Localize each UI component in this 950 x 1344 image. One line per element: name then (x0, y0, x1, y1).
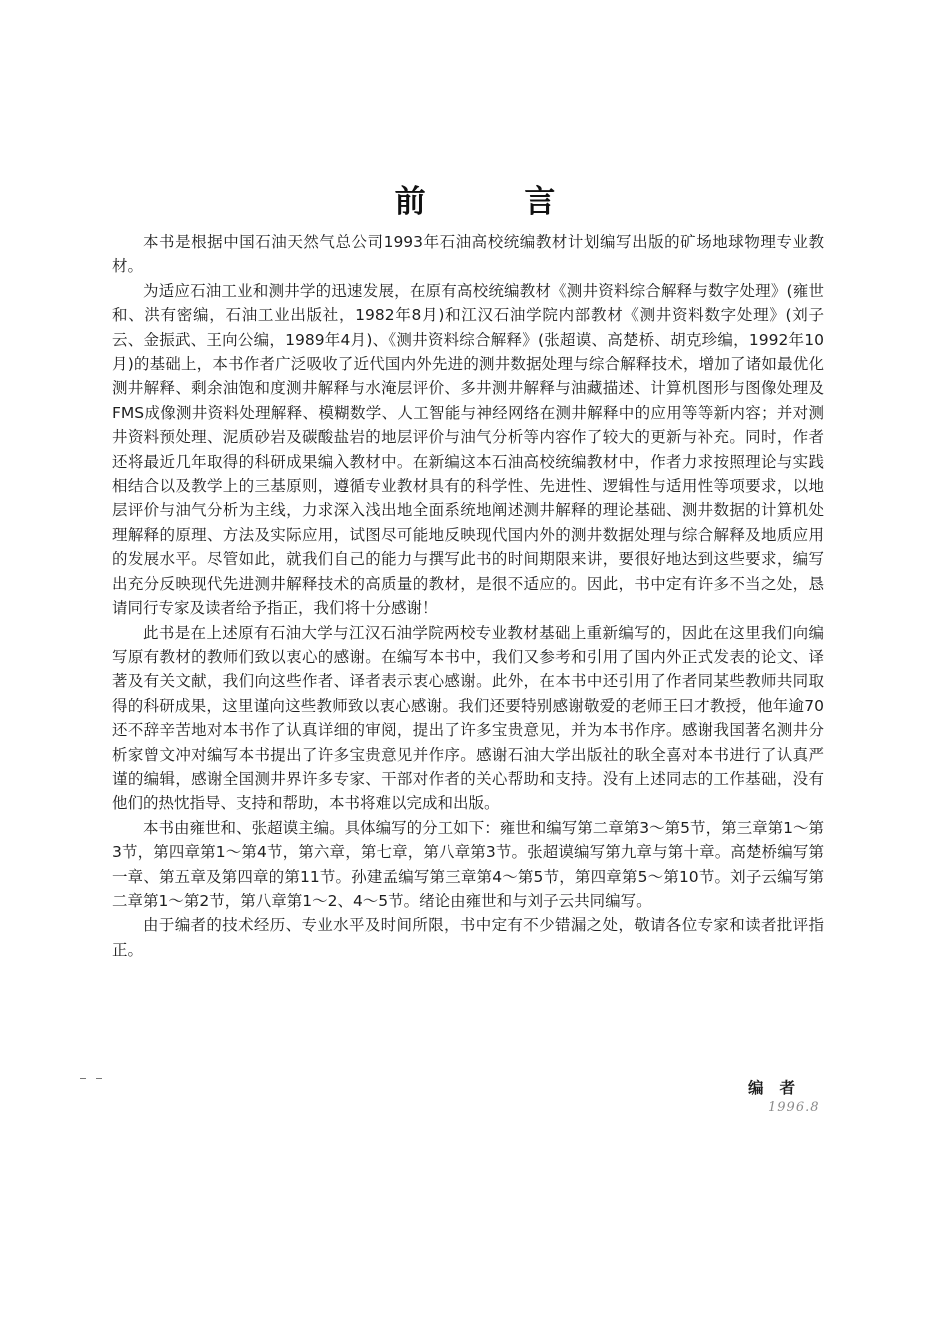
scan-mark (80, 1078, 86, 1079)
paragraph-4: 本书由雍世和、张超谟主编。具体编写的分工如下：雍世和编写第二章第3～第5节，第三章第1～第3节，第四章第1～第4节，第六章，第七章，第八章第3节。张超谟编写第九章与第十章。高楚桥编写第一章、第五章及第四章的第11节。孙建孟编写第三章第4～第5节，第四章第5～第10节。刘子云编写第二章第1～第2节，第八章第1～2、4～5节。绪论由雍世和与刘子云共同编写。 (112, 818, 824, 910)
author-signature: 编者 (748, 1079, 812, 1097)
page-title: 前 言 (394, 184, 600, 220)
paragraph-2: 为适应石油工业和测井学的迅速发展，在原有高校统编教材《测井资料综合解释与数字处理》(雍世和、洪有密编，石油工业出版社，1982年8月)和江汉石油学院内部教材《测井资料数字处理》(刘子云、金振武、王向公编，1989年4月)、《测井资料综合解释》(张超谟、高楚桥、胡克珍编，1992年10月)的基础上，本书作者广泛吸收了近代国内外先进的测井数据处理与综合解释技术，增加了诸如最优化测井解释、剩余油饱和度测井解释与水淹层评价、多井测井解释与油藏描述、计算机图形与图像处理及FMS成像测井资料处理解释、模糊数学、人工智能与神经网络在测井解释中的应用等等新内容；并对测井资料预处理、泥质砂岩及碳酸盐岩的地层评价与油气分析等内容作了较大的更新与补充。同时，作者还将最近几年取得的科研成果编入教材中。在新编这本石油高校统编教材中，作者力求按照理论与实践相结合以及教学上的三基原则，遵循专业教材具有的科学性、先进性、逻辑性与适用性等项要求，以地层评价与油气分析为主线，力求深入浅出地全面系统地阐述测井解释的理论基础、测井数据的计算机处理解释的原理、方法及实际应用，试图尽可能地反映现代国内外的测井数据处理与综合解释及地质应用的发展水平。尽管如此，就我们自己的能力与撰写此书的时间期限来讲，要很好地达到这些要求，编写出充分反映现代先进测井解释技术的高质量的教材，是很不适应的。因此，书中定有许多不当之处，恳请同行专家及读者给予指正，我们将十分感谢！ (112, 281, 824, 618)
scan-mark (96, 1078, 102, 1079)
paragraph-5: 由于编者的技术经历、专业水平及时间所限，书中定有不少错漏之处，敬请各位专家和读者批评指正。 (112, 916, 824, 959)
paragraph-3: 此书是在上述原有石油大学与江汉石油学院两校专业教材基础上重新编写的，因此在这里我们向编写原有教材的教师们致以衷心的感谢。在编写本书中，我们又参考和引用了国内外正式发表的论文、译著及有关文献，我们向这些作者、译者表示衷心感谢。此外，在本书中还引用了作者同某些教师共同取得的科研成果，这里谨向这些教师致以衷心感谢。我们还要特别感谢敬爱的老师王曰才教授，他年逾70还不辞辛苦地对本书作了认真详细的审阅，提出了许多宝贵意见，并为本书作序。感谢我国著名测井分析家曾文冲对编写本书提出了许多宝贵意见并作序。感谢石油大学出版社的耿全喜对本书进行了认真严谨的编辑，感谢全国测井界许多专家、干部对作者的关心帮助和支持。没有上述同志的工作基础，没有他们的热忱指导、支持和帮助，本书将难以完成和出版。 (112, 623, 824, 813)
preface-body (112, 230, 824, 962)
paragraph-1: 本书是根据中国石油天然气总公司1993年石油高校统编教材计划编写出版的矿场地球物理专业教材。 (112, 233, 824, 276)
preface-date: 1996.8 (768, 1100, 820, 1115)
